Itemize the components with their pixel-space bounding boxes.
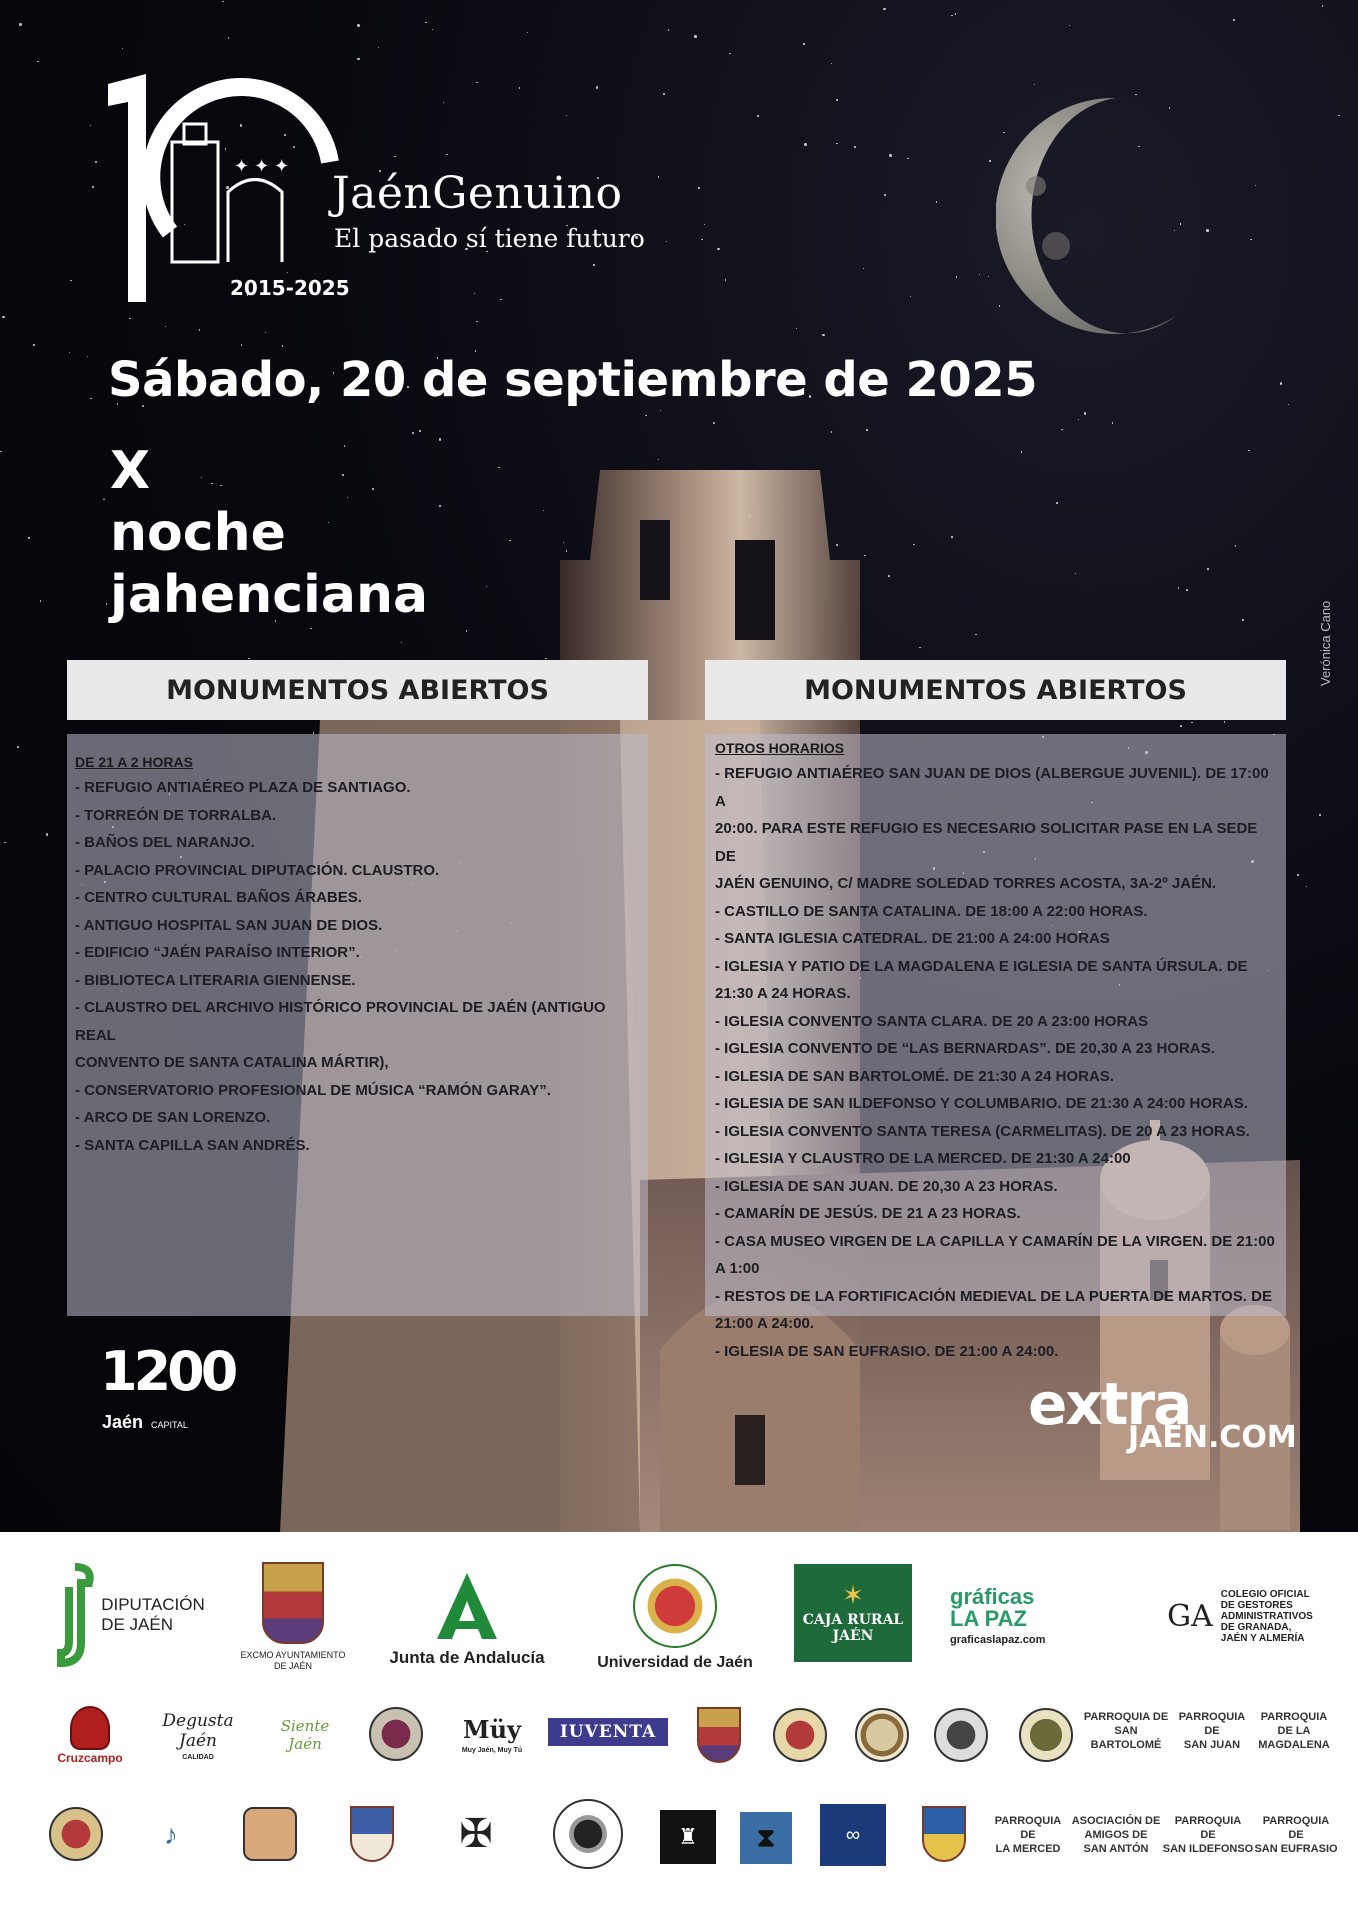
monument-item: - CAMARÍN DE JESÚS. DE 21 A 23 HORAS. [715, 1205, 1021, 1222]
monument-item: - IGLESIA CONVENTO DE “LAS BERNARDAS”. DE 20,30 A 23 HORAS. [715, 1040, 1215, 1057]
delirium-icon: ∞ [845, 1823, 861, 1846]
monument-item: - BAÑOS DEL NARANJO. [75, 834, 255, 851]
cross-logo [444, 1802, 508, 1866]
logo-years: 2015-2025 [230, 276, 350, 300]
muy-jaen-logo [442, 1708, 542, 1764]
crest-icon [922, 1806, 966, 1862]
monument-item: - IGLESIA DE SAN JUAN. DE 20,30 A 23 HORAS. [715, 1177, 1058, 1195]
monument-item: - CLAUSTRO DEL ARCHIVO HISTÓRICO PROVINCIAL DE JAÉN (ANTIGUO REAL [75, 999, 606, 1044]
crest-icon [697, 1707, 741, 1763]
shell-icon [243, 1807, 297, 1861]
jaen-genuino-logo [100, 72, 680, 312]
monument-item: - SANTA CAPILLA SAN ANDRÉS. [75, 1136, 310, 1154]
cross-icon: ✠ [459, 1812, 493, 1856]
colegio-text: COLEGIO OFICIAL DE GESTORES ADMINISTRATIVOS DE GRANADA, JAÉN Y ALMERÍA [1220, 1588, 1313, 1644]
ayuntamiento-logo [238, 1552, 348, 1682]
extra-word: extra [1028, 1370, 1191, 1438]
monument-item: - IGLESIA CONVENTO SANTA CLARA. DE 20 A 23:00 HORAS [715, 1012, 1149, 1030]
olive-seal-icon [369, 1707, 423, 1761]
seal-icon [1019, 1708, 1073, 1762]
monument-item: - IGLESIA DE SAN ILDEFONSO Y COLUMBARIO. DE 21:30 A 24:00 HORAS. [715, 1095, 1248, 1112]
colegio-gestores-logo [1150, 1576, 1330, 1656]
jaen-1200-logo [100, 1340, 270, 1450]
degusta-text: Degusta Jaén [162, 1710, 234, 1751]
monument-item: - ANTIGUO HOSPITAL SAN JUAN DE DIOS. [75, 916, 383, 934]
left-panel-subtitle: DE 21 A 2 HORAS [75, 754, 193, 770]
castle-logo [660, 1810, 716, 1864]
logo-tagline: El pasado sí tiene futuro [334, 224, 645, 253]
seal-icon [934, 1708, 988, 1762]
left-monuments-panel [67, 734, 648, 1316]
diputacion-text: DIPUTACIÓN DE JAÉN [101, 1595, 205, 1634]
right-monuments-panel [705, 734, 1286, 1360]
jaen-1200-label: Jaén [102, 1412, 144, 1432]
monument-item: A 1:00 [715, 1260, 760, 1277]
guitar-icon: ♪ [164, 1819, 178, 1850]
universidad-text: Universidad de Jaén [597, 1653, 753, 1671]
junta-andalucia-logo [372, 1562, 562, 1672]
event-title-line: jahenciana [110, 565, 429, 625]
monument-item: 20:00. PARA ESTE REFUGIO ES NECESARIO SOLICITAR PASE EN LA SEDE DE [715, 820, 1258, 865]
caja-rural-logo [794, 1564, 912, 1662]
guitar-logo [136, 1810, 206, 1860]
monument-item: 21:00 A 24:00. [715, 1315, 814, 1332]
iuventa-text: IUVENTA [559, 1722, 657, 1742]
monument-item: - TORREÓN DE TORRALBA. [75, 806, 277, 824]
siente-jaen-logo [265, 1710, 345, 1760]
junta-a-icon [432, 1571, 502, 1641]
graficas-text: gráficas LA PAZ [950, 1584, 1035, 1631]
diputacion-logo [50, 1560, 210, 1670]
monument-item: - EDIFICIO “JAÉN PARAÍSO INTERIOR”. [75, 944, 360, 961]
graficas-url: graficaslapaz.com [950, 1634, 1046, 1646]
left-column-header: MONUMENTOS ABIERTOS [67, 660, 648, 720]
crest-logo-2 [770, 1704, 830, 1766]
cruzcampo-icon [70, 1706, 110, 1750]
monument-item: JAÉN GENUINO, C/ MADRE SOLEDAD TORRES ACOSTA, 3A-2º JAÉN. [715, 875, 1217, 892]
monument-item: CONVENTO DE SANTA CATALINA MÁRTIR), [75, 1054, 389, 1071]
seal-logo-4 [928, 1704, 994, 1766]
monument-item: - IGLESIA DE SAN EUFRASIO. DE 21:00 A 24:00. [715, 1342, 1059, 1360]
right-monuments-list [715, 760, 1276, 1365]
event-title-line: noche [110, 503, 286, 563]
sponsors-section [0, 1532, 1358, 1920]
seal-icon [773, 1708, 827, 1762]
monument-item: - IGLESIA CONVENTO SANTA TERESA (CARMELITAS). DE 20 A 23 HORAS. [715, 1122, 1250, 1140]
delirium-logo [820, 1804, 886, 1866]
olive-logo [366, 1704, 426, 1764]
muy-sub: Muy Jaén, Muy Tú [461, 1747, 523, 1754]
colegio-ga-icon: GA [1167, 1598, 1213, 1634]
iuventa-logo [548, 1718, 668, 1746]
moon-image [996, 96, 1176, 336]
monument-item: - IGLESIA Y CLAUSTRO DE LA MERCED. DE 21:30 A 24:00 [715, 1150, 1131, 1167]
monument-item: 21:30 A 24 HORAS. [715, 985, 851, 1002]
parish-magdalena: PARROQUIA DE LA MAGDALENA [1258, 1711, 1330, 1751]
extra-jaen-logo [1028, 1370, 1318, 1460]
crest-logo-6 [44, 1802, 108, 1866]
monument-item: - REFUGIO ANTIAÉREO PLAZA DE SANTIAGO. [75, 779, 411, 796]
event-date: Sábado, 20 de septiembre de 2025 [108, 352, 1038, 408]
right-panel-subtitle: OTROS HORARIOS [715, 740, 845, 756]
cruzcampo-logo [50, 1700, 130, 1770]
universidad-seal-icon [633, 1564, 717, 1648]
photo-credit: Verónica Cano [1318, 600, 1333, 686]
seal-icon [855, 1708, 909, 1762]
monument-item: - IGLESIA DE SAN BARTOLOMÉ. DE 21:30 A 24 HORAS. [715, 1067, 1114, 1085]
jaen-1200-sub: CAPITAL [151, 1420, 188, 1430]
shell-logo [238, 1802, 302, 1866]
crest-logo-7 [344, 1800, 400, 1868]
cruzcampo-text: Cruzcampo [57, 1750, 123, 1765]
seal-icon [49, 1807, 103, 1861]
muy-text: Müy [463, 1715, 521, 1744]
monument-item: - CASA MUSEO VIRGEN DE LA CAPILLA Y CAMARÍN DE LA VIRGEN. DE 21:00 [715, 1232, 1275, 1250]
crest-logo-8 [916, 1800, 972, 1868]
caja-rural-text: CAJA RURAL JAÉN [802, 1612, 904, 1644]
monument-item: - RESTOS DE LA FORTIFICACIÓN MEDIEVAL DE LA PUERTA DE MARTOS. DE [715, 1287, 1272, 1305]
diputacion-j-icon [55, 1563, 95, 1667]
monument-item: - CONSERVATORIO PROFESIONAL DE MÚSICA “RAMÓN GARAY”. [75, 1081, 551, 1099]
parish-san-juan: PARROQUIA DE SAN JUAN [1178, 1711, 1246, 1751]
emblem-icon [553, 1799, 623, 1869]
event-title [110, 440, 428, 626]
crest-logo-1 [694, 1702, 744, 1768]
monument-item: - REFUGIO ANTIAÉREO SAN JUAN DE DIOS (ALBERGUE JUVENIL). DE 17:00 A [715, 765, 1269, 810]
universidad-logo [585, 1554, 765, 1678]
ayuntamiento-text: EXCMO AYUNTAMIENTO DE JAÉN [240, 1650, 346, 1671]
logo-name: JaénGenuino [332, 168, 623, 219]
degusta-sub: CALIDAD [182, 1753, 214, 1761]
monument-item: - ARCO DE SAN LORENZO. [75, 1109, 271, 1126]
jaen-1200-number: 1200 [100, 1340, 235, 1403]
crest-icon [350, 1806, 394, 1862]
monument-item: - BIBLIOTECA LITERARIA GIENNENSE. [75, 971, 356, 989]
hourglass-icon: ⧗ [756, 1822, 776, 1852]
left-monuments-list [75, 774, 640, 1159]
emblem-logo [546, 1794, 630, 1874]
castle-icon: ♜ [678, 1824, 698, 1849]
svg-text:✦ ✦ ✦: ✦ ✦ ✦ [234, 156, 290, 176]
asociacion-san-anton: ASOCIACIÓN DE AMIGOS DE SAN ANTÓN [1071, 1815, 1161, 1855]
seal-logo-3 [852, 1704, 912, 1766]
event-title-line: X [110, 441, 151, 501]
monument-item: - CENTRO CULTURAL BAÑOS ÁRABES. [75, 889, 362, 906]
parish-san-eufrasio: PARROQUIA DE SAN EUFRASIO [1254, 1815, 1338, 1855]
monument-item: - CASTILLO DE SANTA CATALINA. DE 18:00 A 22:00 HORAS. [715, 902, 1148, 920]
graficas-la-paz-logo [950, 1576, 1110, 1656]
parish-merced: PARROQUIA DE LA MERCED [994, 1815, 1062, 1855]
monument-item: - PALACIO PROVINCIAL DIPUTACIÓN. CLAUSTRO. [75, 861, 440, 879]
monument-item: - IGLESIA Y PATIO DE LA MAGDALENA E IGLESIA DE SANTA ÚRSULA. DE [715, 957, 1248, 975]
monument-item: - SANTA IGLESIA CATEDRAL. DE 21:00 A 24:00 HORAS [715, 930, 1110, 947]
right-column-header: MONUMENTOS ABIERTOS [705, 660, 1286, 720]
caja-rural-wheat-icon: ✶ [842, 1580, 864, 1610]
junta-text: Junta de Andalucía [389, 1647, 545, 1667]
siente-text: Siente Jaén [280, 1717, 330, 1753]
seal-logo-5 [1016, 1704, 1076, 1766]
x-logo [740, 1812, 792, 1864]
ayuntamiento-crest-icon [262, 1562, 324, 1644]
extra-sub: JAÉN.COM [1128, 1420, 1297, 1455]
degusta-jaen-logo [148, 1702, 248, 1772]
parish-san-ildefonso: PARROQUIA DE SAN ILDEFONSO [1162, 1815, 1254, 1855]
parish-san-bartolome: PARROQUIA DE SAN BARTOLOMÉ [1083, 1711, 1169, 1751]
jaen-1200-caption [102, 1412, 188, 1433]
